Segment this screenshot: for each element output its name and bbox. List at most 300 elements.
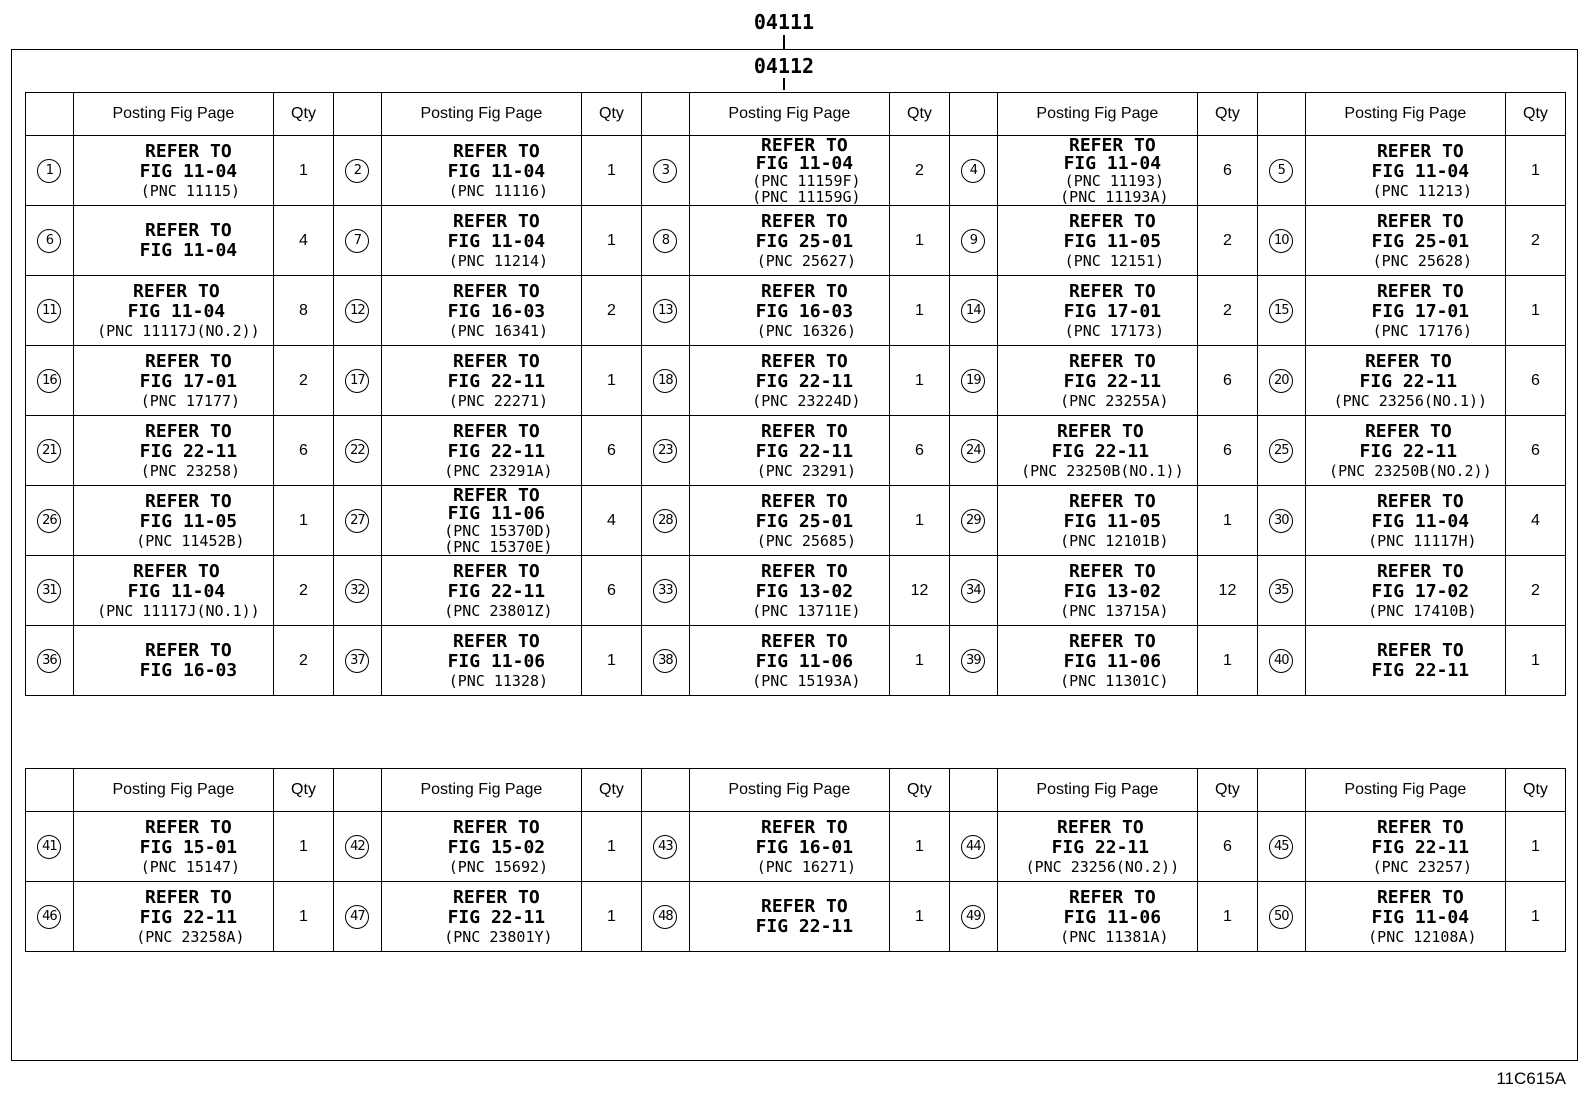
reference-cell xyxy=(689,276,889,346)
header-num-cell xyxy=(641,93,689,136)
qty-cell: 1 xyxy=(582,812,642,882)
reference-cell xyxy=(997,812,1197,882)
item-number-circle: 5 xyxy=(1269,159,1293,183)
pnc-code: (PNC 15370D) xyxy=(444,521,553,540)
refer-to-label: REFER TO xyxy=(453,886,540,908)
item-number-cell xyxy=(641,626,689,696)
pnc-code: (PNC 15692) xyxy=(448,857,549,876)
item-number-cell xyxy=(26,416,74,486)
reference-cell xyxy=(1305,206,1505,276)
header-qty: Qty xyxy=(274,93,334,136)
pnc-code: (PNC 11193A) xyxy=(1060,187,1169,206)
header-qty: Qty xyxy=(582,769,642,812)
header-qty: Qty xyxy=(1197,93,1257,136)
item-number-circle: 29 xyxy=(961,509,985,533)
item-number-circle: 20 xyxy=(1269,369,1293,393)
refer-to-label: REFER TO xyxy=(1376,639,1464,661)
qty-cell: 1 xyxy=(274,136,334,206)
item-number-circle: 4 xyxy=(961,159,985,183)
assembly-code-sub: 04112 xyxy=(753,54,815,78)
item-number-circle: 30 xyxy=(1269,509,1293,533)
qty-cell: 2 xyxy=(274,346,334,416)
pnc-code: (PNC 13715A) xyxy=(1060,601,1169,620)
header-posting-fig-page: Posting Fig Page xyxy=(689,93,889,136)
fig-reference: FIG 16-01 xyxy=(755,836,854,858)
qty-cell: 1 xyxy=(274,812,334,882)
item-number-cell xyxy=(1257,276,1305,346)
qty-cell: 6 xyxy=(1197,136,1257,206)
item-number-circle: 7 xyxy=(345,229,369,253)
parts-table-main xyxy=(25,92,1566,696)
pnc-code: (PNC 11115) xyxy=(140,181,241,200)
item-number-cell xyxy=(949,626,997,696)
refer-to-label: REFER TO xyxy=(1056,420,1144,442)
item-number-circle: 22 xyxy=(345,439,369,463)
reference-cell xyxy=(1305,812,1505,882)
refer-to-label: REFER TO xyxy=(133,560,220,582)
qty-cell: 4 xyxy=(582,486,642,556)
item-number-cell xyxy=(949,812,997,882)
pnc-code: (PNC 23256(NO.2)) xyxy=(1025,857,1180,876)
fig-reference: FIG 22-11 xyxy=(139,906,238,928)
reference-cell xyxy=(689,486,889,556)
item-number-cell xyxy=(949,276,997,346)
header-qty: Qty xyxy=(1505,93,1565,136)
header-posting-fig-page: Posting Fig Page xyxy=(997,769,1197,812)
header-num-cell xyxy=(641,769,689,812)
item-number-cell xyxy=(333,136,381,206)
item-number-cell xyxy=(333,812,381,882)
qty-cell: 1 xyxy=(582,136,642,206)
header-posting-fig-page: Posting Fig Page xyxy=(689,769,889,812)
fig-reference: FIG 17-02 xyxy=(1371,580,1470,602)
fig-reference: FIG 22-11 xyxy=(1063,370,1162,392)
item-number-cell xyxy=(26,556,74,626)
pnc-code: (PNC 23801Z) xyxy=(444,601,553,620)
fig-reference: FIG 11-06 xyxy=(1063,906,1162,928)
item-number-circle: 36 xyxy=(37,649,61,673)
refer-to-label: REFER TO xyxy=(761,280,848,302)
item-number-circle: 48 xyxy=(653,905,677,929)
pnc-code: (PNC 23258) xyxy=(140,461,241,480)
refer-to-label: REFER TO xyxy=(1364,420,1452,442)
fig-reference: FIG 16-03 xyxy=(755,300,854,322)
refer-to-label: REFER TO xyxy=(453,816,540,838)
fig-reference: FIG 11-04 xyxy=(139,239,238,261)
item-number-cell xyxy=(333,346,381,416)
qty-cell: 8 xyxy=(274,276,334,346)
fig-reference: FIG 11-06 xyxy=(447,502,546,524)
qty-cell: 2 xyxy=(1505,206,1565,276)
pnc-code: (PNC 11328) xyxy=(448,671,549,690)
reference-cell xyxy=(1305,416,1505,486)
item-number-cell xyxy=(1257,136,1305,206)
refer-to-label: REFER TO xyxy=(761,350,848,372)
table-row xyxy=(26,812,1566,882)
item-number-cell xyxy=(641,276,689,346)
reference-cell xyxy=(689,346,889,416)
pnc-code: (PNC 23255A) xyxy=(1060,391,1169,410)
pnc-code: (PNC 12108A) xyxy=(1368,927,1477,946)
header-posting-fig-page: Posting Fig Page xyxy=(997,93,1197,136)
item-number-cell xyxy=(1257,626,1305,696)
refer-to-label: REFER TO xyxy=(1364,350,1452,372)
qty-cell: 12 xyxy=(1197,556,1257,626)
reference-cell xyxy=(73,556,273,626)
fig-reference: FIG 11-04 xyxy=(1371,906,1470,928)
item-number-circle: 47 xyxy=(345,905,369,929)
qty-cell: 1 xyxy=(889,486,949,556)
refer-to-label: REFER TO xyxy=(1068,560,1156,582)
qty-cell: 6 xyxy=(1197,416,1257,486)
reference-cell xyxy=(73,882,273,952)
qty-cell: 1 xyxy=(582,882,642,952)
header-num-cell xyxy=(333,93,381,136)
qty-cell: 1 xyxy=(889,882,949,952)
pnc-code: (PNC 23257) xyxy=(1372,857,1472,876)
item-number-circle: 49 xyxy=(961,905,985,929)
pnc-code: (PNC 23250B(NO.2)) xyxy=(1329,461,1492,480)
table-row xyxy=(26,882,1566,952)
fig-reference: FIG 11-04 xyxy=(139,160,238,182)
pnc-code: (PNC 11159G) xyxy=(752,187,861,206)
item-number-circle: 32 xyxy=(345,579,369,603)
refer-to-label: REFER TO xyxy=(1376,886,1464,908)
item-number-circle: 12 xyxy=(345,299,369,323)
item-number-cell xyxy=(641,812,689,882)
item-number-cell xyxy=(949,486,997,556)
item-number-circle: 15 xyxy=(1269,299,1293,323)
header-posting-fig-page: Posting Fig Page xyxy=(73,93,273,136)
fig-reference: FIG 16-03 xyxy=(139,659,238,681)
fig-reference: FIG 11-05 xyxy=(139,510,238,532)
item-number-circle: 39 xyxy=(961,649,985,673)
pnc-code: (PNC 23291A) xyxy=(444,461,553,480)
qty-cell: 1 xyxy=(1505,626,1565,696)
fig-reference: FIG 11-04 xyxy=(447,230,546,252)
pnc-code: (PNC 16341) xyxy=(448,321,549,340)
reference-cell xyxy=(381,626,581,696)
pnc-code: (PNC 15370E) xyxy=(444,537,553,556)
reference-cell xyxy=(73,812,273,882)
reference-cell xyxy=(381,416,581,486)
header-qty: Qty xyxy=(889,93,949,136)
refer-to-label: REFER TO xyxy=(145,490,232,512)
refer-to-label: REFER TO xyxy=(1376,140,1464,162)
item-number-cell xyxy=(949,206,997,276)
qty-cell: 1 xyxy=(582,346,642,416)
header-qty: Qty xyxy=(582,93,642,136)
item-number-circle: 28 xyxy=(653,509,677,533)
item-number-cell xyxy=(26,206,74,276)
item-number-circle: 34 xyxy=(961,579,985,603)
table-row xyxy=(26,276,1566,346)
pnc-code: (PNC 11193) xyxy=(1064,171,1165,190)
header-qty: Qty xyxy=(1197,769,1257,812)
fig-reference: FIG 22-11 xyxy=(1051,836,1150,858)
item-number-circle: 1 xyxy=(37,159,61,183)
reference-cell xyxy=(381,346,581,416)
qty-cell: 1 xyxy=(582,626,642,696)
header-num-cell xyxy=(1257,769,1305,812)
pnc-code: (PNC 25627) xyxy=(756,251,857,270)
item-number-cell xyxy=(26,136,74,206)
qty-cell: 1 xyxy=(274,882,334,952)
pnc-code: (PNC 13711E) xyxy=(752,601,861,620)
item-number-circle: 13 xyxy=(653,299,677,323)
item-number-circle: 21 xyxy=(37,439,61,463)
item-number-cell xyxy=(1257,556,1305,626)
reference-cell xyxy=(381,136,581,206)
reference-cell xyxy=(997,882,1197,952)
reference-cell xyxy=(997,206,1197,276)
item-number-cell xyxy=(26,882,74,952)
reference-cell xyxy=(689,556,889,626)
qty-cell: 4 xyxy=(274,206,334,276)
fig-reference: FIG 16-03 xyxy=(447,300,546,322)
qty-cell: 4 xyxy=(1505,486,1565,556)
qty-cell: 6 xyxy=(582,556,642,626)
item-number-circle: 42 xyxy=(345,835,369,859)
fig-reference: FIG 11-06 xyxy=(1063,650,1162,672)
item-number-circle: 11 xyxy=(37,299,61,323)
pnc-code: (PNC 23291) xyxy=(756,461,857,480)
pnc-code: (PNC 11381A) xyxy=(1060,927,1169,946)
fig-reference: FIG 25-01 xyxy=(755,230,854,252)
table-row xyxy=(26,486,1566,556)
reference-cell xyxy=(689,136,889,206)
fig-reference: FIG 22-11 xyxy=(1051,440,1150,462)
reference-cell xyxy=(73,206,273,276)
item-number-cell xyxy=(641,416,689,486)
reference-cell xyxy=(73,346,273,416)
pnc-code: (PNC 11452B) xyxy=(136,531,245,550)
fig-reference: FIG 11-06 xyxy=(447,650,546,672)
pnc-code: (PNC 11214) xyxy=(448,251,549,270)
pnc-code: (PNC 23250B(NO.1)) xyxy=(1021,461,1184,480)
pnc-code: (PNC 17410B) xyxy=(1368,601,1477,620)
fig-reference: FIG 22-11 xyxy=(755,915,854,937)
reference-cell xyxy=(1305,626,1505,696)
pnc-code: (PNC 11159F) xyxy=(752,171,861,190)
header-posting-fig-page: Posting Fig Page xyxy=(1305,769,1505,812)
item-number-circle: 27 xyxy=(345,509,369,533)
fig-reference: FIG 22-11 xyxy=(755,440,854,462)
reference-cell xyxy=(73,276,273,346)
reference-cell xyxy=(381,206,581,276)
qty-cell: 1 xyxy=(889,206,949,276)
qty-cell: 1 xyxy=(889,626,949,696)
fig-reference: FIG 11-04 xyxy=(1063,152,1162,174)
table-header-row xyxy=(26,769,1566,812)
fig-reference: FIG 11-04 xyxy=(447,160,546,182)
pnc-code: (PNC 17176) xyxy=(1372,321,1472,340)
header-num-cell xyxy=(333,769,381,812)
item-number-circle: 3 xyxy=(653,159,677,183)
qty-cell: 1 xyxy=(889,812,949,882)
item-number-cell xyxy=(641,206,689,276)
item-number-circle: 45 xyxy=(1269,835,1293,859)
header-num-cell xyxy=(949,93,997,136)
refer-to-label: REFER TO xyxy=(1376,560,1464,582)
qty-cell: 12 xyxy=(889,556,949,626)
item-number-circle: 40 xyxy=(1269,649,1293,673)
fig-reference: FIG 25-01 xyxy=(755,510,854,532)
refer-to-label: REFER TO xyxy=(1068,210,1156,232)
item-number-circle: 10 xyxy=(1269,229,1293,253)
refer-to-label: REFER TO xyxy=(453,485,540,506)
qty-cell: 2 xyxy=(1197,276,1257,346)
parts-table-secondary xyxy=(25,768,1566,952)
item-number-cell xyxy=(949,416,997,486)
pnc-code: (PNC 11213) xyxy=(1372,181,1472,200)
refer-to-label: REFER TO xyxy=(145,219,232,241)
fig-reference: FIG 17-01 xyxy=(1371,300,1470,322)
pnc-code: (PNC 11117H) xyxy=(1368,531,1477,550)
refer-to-label: REFER TO xyxy=(145,639,232,661)
header-posting-fig-page: Posting Fig Page xyxy=(1305,93,1505,136)
refer-to-label: REFER TO xyxy=(1068,886,1156,908)
fig-reference: FIG 22-11 xyxy=(447,906,546,928)
reference-cell xyxy=(73,136,273,206)
item-number-circle: 18 xyxy=(653,369,677,393)
fig-reference: FIG 25-01 xyxy=(1371,230,1470,252)
qty-cell: 1 xyxy=(889,346,949,416)
table-row xyxy=(26,206,1566,276)
header-posting-fig-page: Posting Fig Page xyxy=(73,769,273,812)
pnc-code: (PNC 11117J(NO.2)) xyxy=(97,321,260,340)
item-number-cell xyxy=(1257,882,1305,952)
header-num-cell xyxy=(26,93,74,136)
refer-to-label: REFER TO xyxy=(453,630,540,652)
item-number-circle: 17 xyxy=(345,369,369,393)
qty-cell: 6 xyxy=(1197,346,1257,416)
reference-cell xyxy=(689,812,889,882)
fig-reference: FIG 22-11 xyxy=(139,440,238,462)
pnc-code: (PNC 15193A) xyxy=(752,671,861,690)
refer-to-label: REFER TO xyxy=(453,420,540,442)
fig-reference: FIG 15-01 xyxy=(139,836,238,858)
refer-to-label: REFER TO xyxy=(1068,630,1156,652)
fig-reference: FIG 22-11 xyxy=(447,580,546,602)
fig-reference: FIG 22-11 xyxy=(1359,440,1458,462)
item-number-cell xyxy=(1257,206,1305,276)
item-number-circle: 25 xyxy=(1269,439,1293,463)
item-number-cell xyxy=(641,136,689,206)
item-number-cell xyxy=(1257,812,1305,882)
item-number-circle: 24 xyxy=(961,439,985,463)
item-number-cell xyxy=(641,346,689,416)
refer-to-label: REFER TO xyxy=(1376,490,1464,512)
header-qty: Qty xyxy=(274,769,334,812)
pnc-code: (PNC 22271) xyxy=(448,391,549,410)
table-header-row xyxy=(26,93,1566,136)
reference-cell xyxy=(381,276,581,346)
pnc-code: (PNC 25628) xyxy=(1372,251,1472,270)
qty-cell: 2 xyxy=(274,626,334,696)
refer-to-label: REFER TO xyxy=(761,816,848,838)
fig-reference: FIG 13-02 xyxy=(1063,580,1162,602)
header-posting-fig-page: Posting Fig Page xyxy=(381,93,581,136)
refer-to-label: REFER TO xyxy=(1056,816,1144,838)
qty-cell: 1 xyxy=(1505,276,1565,346)
qty-cell: 1 xyxy=(1197,626,1257,696)
reference-cell xyxy=(997,486,1197,556)
fig-reference: FIG 11-04 xyxy=(1371,160,1470,182)
refer-to-label: REFER TO xyxy=(145,420,232,442)
item-number-circle: 8 xyxy=(653,229,677,253)
qty-cell: 2 xyxy=(1197,206,1257,276)
fig-reference: FIG 22-11 xyxy=(1371,836,1470,858)
fig-reference: FIG 15-02 xyxy=(447,836,546,858)
pnc-code: (PNC 23258A) xyxy=(136,927,245,946)
item-number-circle: 46 xyxy=(37,905,61,929)
refer-to-label: REFER TO xyxy=(453,140,540,162)
table-row xyxy=(26,136,1566,206)
pnc-code: (PNC 17173) xyxy=(1064,321,1165,340)
refer-to-label: REFER TO xyxy=(453,280,540,302)
item-number-circle: 19 xyxy=(961,369,985,393)
item-number-cell xyxy=(333,486,381,556)
item-number-circle: 37 xyxy=(345,649,369,673)
assembly-code-top: 04111 xyxy=(753,10,815,34)
refer-to-label: REFER TO xyxy=(453,210,540,232)
pnc-code: (PNC 15147) xyxy=(140,857,241,876)
reference-cell xyxy=(73,626,273,696)
pnc-code: (PNC 23801Y) xyxy=(444,927,553,946)
qty-cell: 2 xyxy=(582,276,642,346)
pnc-code: (PNC 23224D) xyxy=(752,391,861,410)
item-number-cell xyxy=(26,812,74,882)
refer-to-label: REFER TO xyxy=(1068,135,1156,156)
reference-cell xyxy=(73,416,273,486)
item-number-cell xyxy=(1257,486,1305,556)
refer-to-label: REFER TO xyxy=(1068,350,1156,372)
reference-cell xyxy=(997,276,1197,346)
pnc-code: (PNC 12101B) xyxy=(1060,531,1169,550)
reference-cell xyxy=(381,812,581,882)
qty-cell: 1 xyxy=(1505,882,1565,952)
item-number-circle: 43 xyxy=(653,835,677,859)
item-number-cell xyxy=(641,556,689,626)
leader-line-top xyxy=(783,35,785,49)
reference-cell xyxy=(381,556,581,626)
refer-to-label: REFER TO xyxy=(1068,490,1156,512)
item-number-cell xyxy=(333,206,381,276)
header-qty: Qty xyxy=(889,769,949,812)
refer-to-label: REFER TO xyxy=(1376,210,1464,232)
item-number-cell xyxy=(949,136,997,206)
item-number-circle: 31 xyxy=(37,579,61,603)
reference-cell xyxy=(1305,486,1505,556)
header-qty: Qty xyxy=(1505,769,1565,812)
fig-reference: FIG 11-06 xyxy=(755,650,854,672)
refer-to-label: REFER TO xyxy=(761,490,848,512)
item-number-cell xyxy=(333,556,381,626)
item-number-cell xyxy=(949,346,997,416)
reference-cell xyxy=(73,486,273,556)
item-number-cell xyxy=(26,626,74,696)
pnc-code: (PNC 17177) xyxy=(140,391,241,410)
table-row xyxy=(26,346,1566,416)
drawing-id: 11C615A xyxy=(1496,1069,1566,1088)
reference-cell xyxy=(997,626,1197,696)
item-number-circle: 14 xyxy=(961,299,985,323)
reference-cell xyxy=(1305,556,1505,626)
refer-to-label: REFER TO xyxy=(145,886,232,908)
qty-cell: 6 xyxy=(1505,346,1565,416)
item-number-circle: 38 xyxy=(653,649,677,673)
